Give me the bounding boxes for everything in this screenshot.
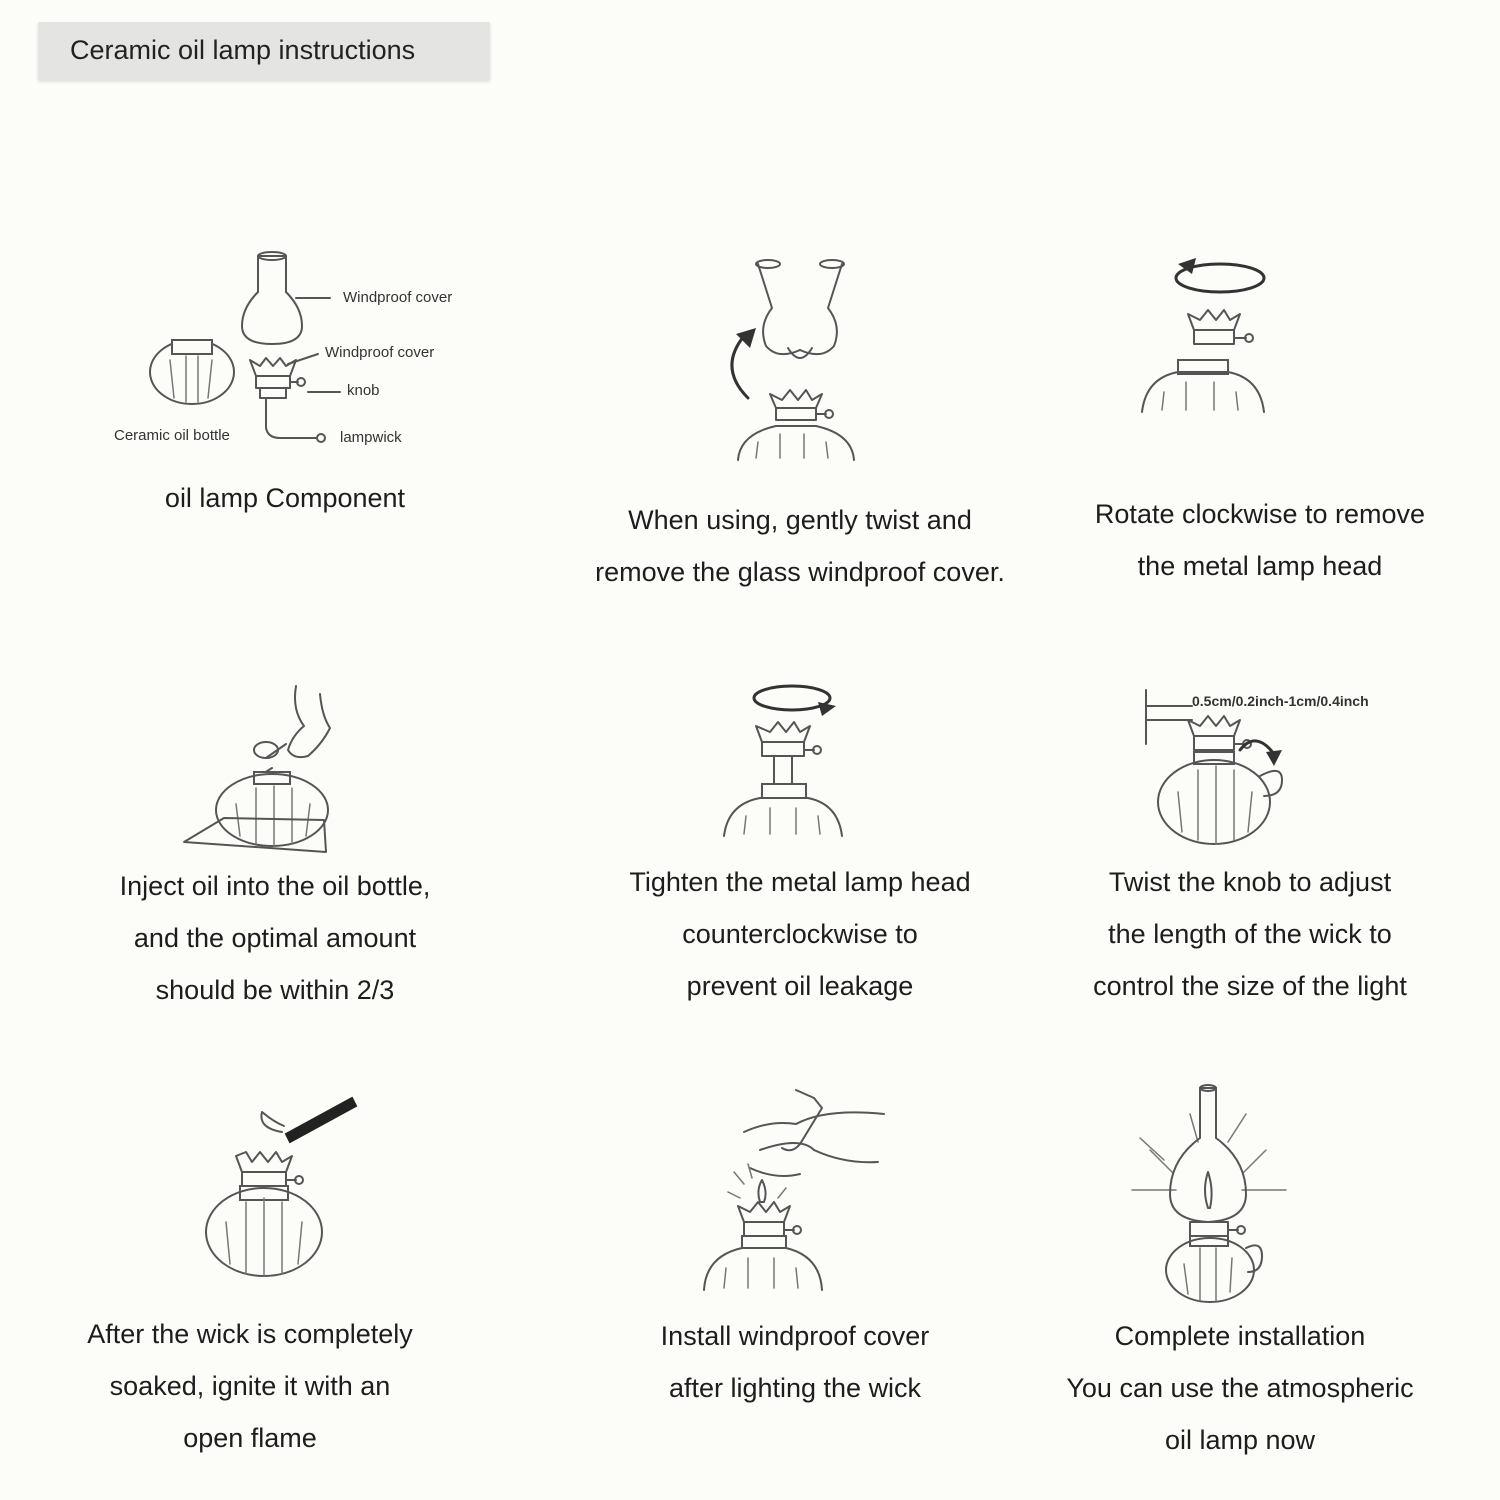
ignite-illustration [50,1090,450,1290]
step-tighten-head-caption: Tighten the metal lamp head counterclockwise to prevent oil leakage [629,867,971,1001]
inject-oil-illustration [60,680,490,860]
step-remove-head [1050,250,1470,610]
step-ignite [50,1090,450,1470]
complete-illustration [1040,1080,1460,1310]
step-install-cover-caption: Install windproof cover after lighting the wick [660,1321,930,1403]
label-windproof-cover-burner: Windproof cover [325,344,435,361]
step-inject-oil [60,680,490,1020]
step-ignite-caption: After the wick is completely soaked, ignite it with an open flame [87,1319,413,1453]
label-ceramic-bottle: Ceramic oil bottle [114,427,230,444]
label-windproof-cover-top: Windproof cover [343,289,453,306]
step-install-cover [600,1080,1000,1420]
page-title: Ceramic oil lamp instructions [70,35,416,65]
step-remove-head-caption: Rotate clockwise to remove the metal lamp head [1094,499,1426,581]
step-remove-cover [560,250,1040,610]
install-cover-illustration [600,1080,1000,1300]
step-remove-cover-caption: When using, gently twist and remove the glass windproof cover. [595,505,1005,587]
component-caption: oil lamp Component [164,483,406,513]
step-complete [1040,1080,1460,1460]
title-banner [38,22,490,80]
remove-cover-illustration [560,250,1040,470]
step-adjust-wick-caption: Twist the knob to adjust the length of the wick to control the size of the light [1093,867,1407,1001]
step-complete-caption: Complete installation You can use the atmospheric oil lamp now [1066,1321,1414,1455]
step-tighten-head [580,680,1020,1020]
remove-head-illustration [1050,250,1470,430]
tighten-head-illustration [580,680,1020,850]
label-knob: knob [347,382,380,399]
label-lampwick: lampwick [340,429,402,446]
component-diagram [100,240,500,540]
step-adjust-wick [1060,680,1480,1020]
component-illustration [100,240,500,480]
wick-length-measure: 0.5cm/0.2inch-1cm/0.4inch [1192,693,1369,709]
step-inject-oil-caption: Inject oil into the oil bottle, and the optimal amount should be within 2/3 [119,871,431,1005]
